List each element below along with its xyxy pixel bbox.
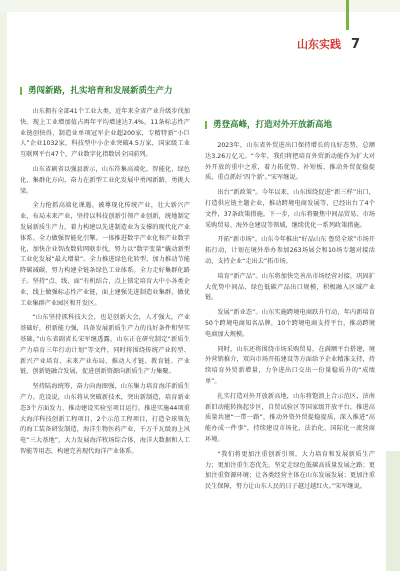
heading-opening-up: [205, 119, 375, 131]
paragraph: 山东省刷省以强县新示，山东符集高端化、智能化、绿色化、集群化方向，奋力在新型工业化发展中勇闯新路，勇挑大梁。: [20, 165, 190, 195]
paragraph: 全力抢抓高端化课遇。被尊现化传统产业，壮大新兴产业，布局未来产业，坚持以科技创新引领产业创新，统地制定发展新质生产力，着力构建以先进制造业为支撑的现代化产业体系。全力做强智能化引擎。一体推进数字产业化和产业数字化，加快企业智改数转网联步伐，努力以“数字变量”撬动新型工业化发展“最大增量”。全力推进绿色化转型。加力推动节能降碳减碳，努力构建全链条绿色工业体系。全力走好集群化路子。坚持“点、线、面”有机结合，点上锁定培育大中小各类企业，线上做强标志性产业链，面上建强先进制造业集群，做优工业集群产业园区和开发区。: [20, 202, 190, 307]
paragraph: 同时，山东还将围绕市场采购贸易，在满额平台搭建，境外营销推介，双向市场开拓建设等方面给予企业精准支持，持续培育外贸新增量，力争进出口交出一份量稳质升的“成绩单”。: [205, 345, 375, 385]
top-accent-strip: [346, 0, 349, 30]
paragraph: 开拓“新市场”。山东今年推出“好品山东 鲁贸全球”市场开拓行动，计划在境外举办参加263场展会和10场专题对接活动，支持企业“走出去”拓市场。: [205, 236, 375, 265]
top-band: [0, 0, 400, 12]
page-header: [297, 36, 360, 52]
paragraph: 扎实打造对外开放新高地，山东将饱浪上合示范区，济南新旧动能转换起步区，自贸试验区等国家级开放平台，推进高质量共建“一带一路”，推动外资外贸提稳提质，深入推进“高能办成一件事”，持续建设市场化、法治化、国际化一流营商环境。: [205, 392, 375, 443]
right-column: [205, 77, 375, 497]
left-column: [20, 77, 190, 462]
paragraph: 2023年，山东省外贸进出口保持增长的良好态势，总额达3.26万亿元。“今年，我们将把培育外贸新动能作为扩大对外开放的重中之重，着力拓优势、补短板、推动外贸促稳提质，重点抓好‘四个新’。”宋军继说。: [205, 142, 375, 182]
paragraph: 山东拥有全部41个工业大类，近年来全省产业升级步伐加快。现上工业增加值占再年平均增速达7.4%，11条标志性产业链创快得，制造业单项冠军企业超200家，专精特新“小巨人”企业1032家，科技型中小企业突破4.5万家，国家级工业互联网平台47个，产业数字化指数居全国前列。: [20, 108, 190, 159]
heading-bar: [205, 121, 207, 129]
heading-bar: [20, 87, 22, 95]
heading-new-productivity: [20, 85, 190, 97]
heading-text: 勇登高峰，打造对外开放新高地: [213, 120, 333, 130]
paragraph: 培育“新产品”。山东将加快完善出市场经营对接，巩固扩大优势中间品，绿色低碳产品出口规模，积极融入区域产业链。: [205, 272, 375, 302]
heading-text: 勇闯新路，扎实培育和发展新质生产力: [28, 86, 173, 96]
paragraph: 坚持陆海统筹，奋力向海图强，山东集力培育海洋新质生产力。范设说，山东将从突破新技术，突出新制造，培育新业态3个方面发力，推动建设实验室项目运行。推进实施44项重大海洋科技创新工程项目，2个示范工程项目，打造全球领先的海工装备研发制造，海洋生物医药产业、千万千瓦级海上风电“三大基地”，大力发展海洋牧场综合体，海洋大数据和人工智能等用态，构建完善现代海洋产业体系。: [20, 383, 190, 455]
paragraph: “我们将更加注重创新引领，大力培育和发展新质生产力；更加注重生态优先，坚定走绿色低碳高质量发展之路；更加注重资源环境；让各类经营主体在山东发展发展；更加注重民生保障，努力让山东人民的日子越过越红火。”宋军继说。: [205, 450, 375, 491]
paragraph: 出台“新政策”。今年以来，山东围绕促进“新三样”出口，打造供应链主题企业，推动跨境电商发展等，已经出台了4个文件，37条政策措施。下一步，山东将聚焦中间品贸易、市场采购贸易、海外仓建设等领域，继续优化一系列政策措施。: [205, 189, 375, 229]
bottom-corner-decoration: [386, 451, 400, 571]
paragraph: “山东坚持抓科技大会，也是创新大会，人才强大，产业基础好，积新能力强，具备发展新质生产力的良好条件和坚实基础。”山东省副省长宋军继透露，山东正在研究制定“新质生产力培育三年行动计划”等文件，同时将围绕传统产业转型、新兴产业培育、未来产业布局，推动人才链、教育链、产业链、创新链融合发展，促进创新资源向新质生产力集聚。: [20, 314, 190, 376]
page-number: 7: [350, 37, 360, 52]
left-margin-stripe: [0, 12, 7, 571]
paragraph: 发展“新业态”。山东实施跨境电商跃升行动，年内新培育50个跨境电商知名品牌，10个跨境电商支持平台，推动跨境电商加大规模。: [205, 309, 375, 338]
section-title: 山东实践: [296, 38, 341, 51]
